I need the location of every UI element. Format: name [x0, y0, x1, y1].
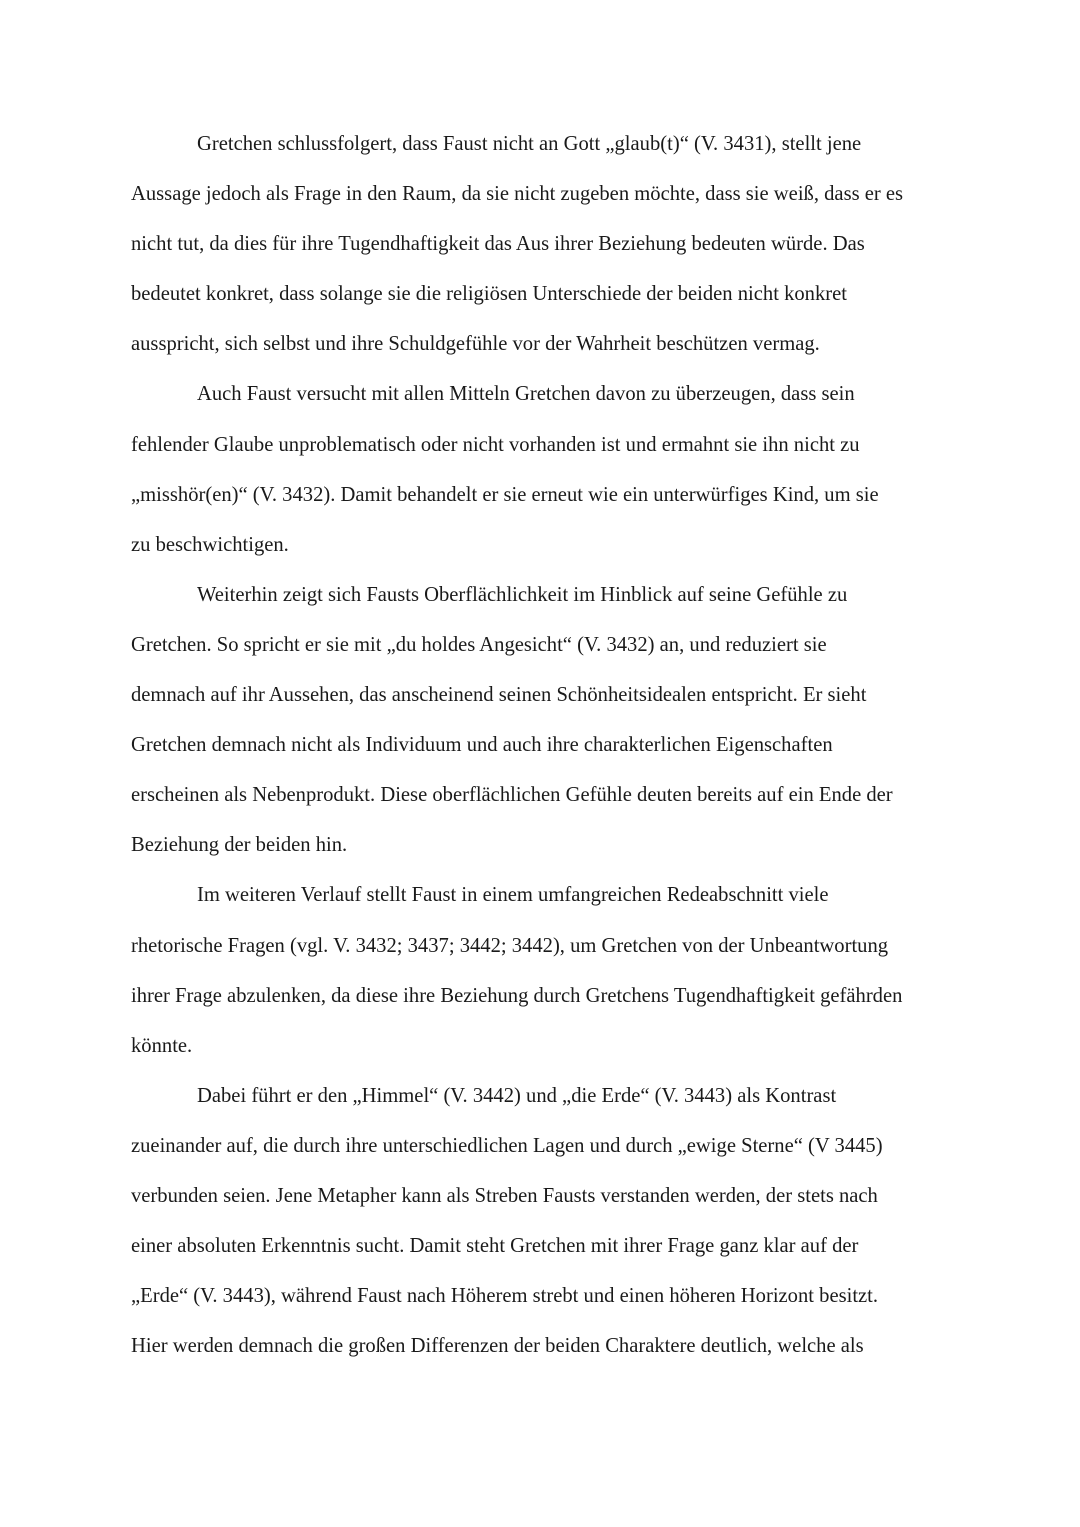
text-line: rhetorische Fragen (vgl. V. 3432; 3437; 3442; 3442), um Gretchen von der Unbeantwortung: [131, 934, 889, 957]
text-line: nicht tut, da dies für ihre Tugendhaftigkeit das Aus ihrer Beziehung bedeuten würde. Das: [131, 233, 865, 256]
text-line: Beziehung der beiden hin.: [131, 834, 348, 857]
text-line: fehlender Glaube unproblematisch oder nicht vorhanden ist und ermahnt sie ihn nicht zu: [131, 433, 860, 456]
text-line: Aussage jedoch als Frage in den Raum, da sie nicht zugeben möchte, dass sie weiß, dass er es: [131, 183, 904, 206]
text-line: demnach auf ihr Aussehen, das anscheinend seinen Schönheitsidealen entspricht. Er sieht: [131, 684, 867, 707]
paragraph-first-line: Weiterhin zeigt sich Fausts Oberflächlichkeit im Hinblick auf seine Gefühle zu: [197, 583, 848, 606]
text-line: verbunden seien. Jene Metapher kann als Streben Fausts verstanden werden, der stets nach: [131, 1184, 878, 1207]
text-line: „misshör(en)“ (V. 3432). Damit behandelt er sie erneut wie ein unterwürfiges Kind, um sie: [131, 483, 879, 506]
text-line: einer absoluten Erkenntnis sucht. Damit steht Gretchen mit ihrer Frage ganz klar auf der: [131, 1235, 859, 1258]
text-line: ihrer Frage abzulenken, da diese ihre Beziehung durch Gretchens Tugendhaftigkeit gefährden: [131, 984, 903, 1007]
text-line: Hier werden demnach die großen Differenzen der beiden Charaktere deutlich, welche als: [131, 1335, 864, 1358]
paragraph-first-line: Auch Faust versucht mit allen Mitteln Gretchen davon zu überzeugen, dass sein: [197, 383, 855, 406]
text-line: ausspricht, sich selbst und ihre Schuldgefühle vor der Wahrheit beschützen vermag.: [131, 333, 820, 356]
paragraph-first-line: Gretchen schlussfolgert, dass Faust nicht an Gott „glaub(t)“ (V. 3431), stellt jene: [197, 133, 862, 155]
text-line: Gretchen demnach nicht als Individuum und auch ihre charakterlichen Eigenschaften: [131, 734, 833, 757]
text-line: könnte.: [131, 1034, 193, 1057]
paragraph-first-line: Im weiteren Verlauf stellt Faust in einem umfangreichen Redeabschnitt viele: [197, 884, 829, 907]
essay-body: [131, 119, 961, 1371]
paragraph-first-line: Dabei führt er den „Himmel“ (V. 3442) und „die Erde“ (V. 3443) als Kontrast: [197, 1084, 837, 1107]
text-line: „Erde“ (V. 3443), während Faust nach Höherem strebt und einen höheren Horizont besitzt.: [131, 1285, 879, 1308]
text-line: erscheinen als Nebenprodukt. Diese oberflächlichen Gefühle deuten bereits auf ein Ende der: [131, 784, 893, 807]
text-line: zu beschwichtigen.: [131, 533, 289, 556]
text-line: zueinander auf, die durch ihre unterschiedlichen Lagen und durch „ewige Sterne“ (V 3445): [131, 1134, 883, 1157]
text-line: Gretchen. So spricht er sie mit „du holdes Angesicht“ (V. 3432) an, und reduziert sie: [131, 633, 827, 656]
text-line: bedeutet konkret, dass solange sie die religiösen Unterschiede der beiden nicht konkret: [131, 283, 847, 306]
